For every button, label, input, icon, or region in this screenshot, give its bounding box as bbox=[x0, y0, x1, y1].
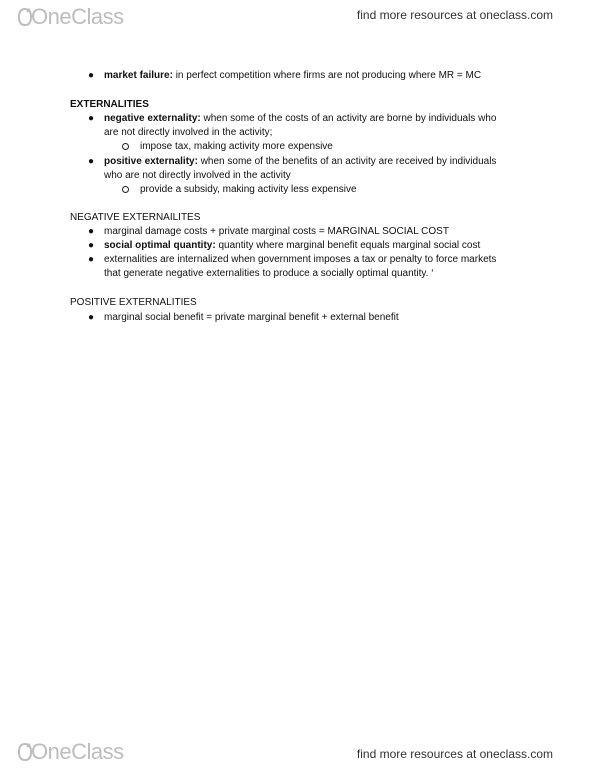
negative-item-1: marginal damage costs + private marginal costs = MARGINAL SOCIAL COST bbox=[104, 226, 449, 237]
oneclass-logo-footer bbox=[18, 739, 124, 765]
negative-item-2 bbox=[104, 239, 480, 253]
logo-text: OneClass bbox=[31, 4, 124, 29]
oneclass-logo bbox=[18, 4, 124, 30]
oneclass-logo-icon bbox=[18, 743, 32, 761]
bullet: ● bbox=[88, 312, 95, 323]
bullet: ● bbox=[88, 113, 95, 124]
market-failure-term: market failure: bbox=[104, 70, 173, 81]
bullet: ● bbox=[88, 254, 95, 265]
bullet: ● bbox=[88, 240, 95, 251]
negative-item-3-line-2: that generate negative externalities to produce a socially optimal quantity. ‘ bbox=[104, 268, 434, 279]
sub-bullet bbox=[122, 186, 129, 193]
negative-externality-item bbox=[104, 112, 496, 126]
market-failure-item bbox=[104, 69, 481, 83]
positive-externality-term: positive externality: bbox=[104, 156, 198, 167]
sub-bullet bbox=[122, 143, 129, 150]
negative-externality-text-1: when some of the costs of an activity are borne by individuals who bbox=[200, 113, 497, 124]
negative-externalities-heading: NEGATIVE EXTERNAILITES bbox=[70, 212, 201, 223]
positive-externality-text-2: who are not directly involved in the activity bbox=[104, 170, 291, 181]
externalities-heading: EXTERNALITIES bbox=[70, 99, 149, 110]
bullet: ● bbox=[88, 156, 95, 167]
bullet: ● bbox=[88, 226, 95, 237]
positive-externality-text-1: when some of the benefits of an activity are received by individuals bbox=[197, 156, 497, 167]
positive-externality-sub: provide a subsidy, making activity less expensive bbox=[140, 184, 357, 195]
negative-externality-sub: impose tax, making activity more expensive bbox=[140, 141, 333, 152]
positive-externality-item bbox=[104, 155, 496, 169]
negative-item-3-line-1: externalities are internalized when government imposes a tax or penalty to force markets bbox=[104, 254, 497, 265]
oneclass-logo-icon bbox=[18, 8, 32, 26]
logo-text: OneClass bbox=[31, 739, 124, 764]
header-tagline[interactable]: find more resources at oneclass.com bbox=[356, 8, 553, 22]
positive-externalities-heading: POSITIVE EXTERNALITIES bbox=[70, 297, 197, 308]
social-optimal-quantity-text: quantity where marginal benefit equals marginal social cost bbox=[215, 240, 481, 251]
footer-tagline[interactable]: find more resources at oneclass.com bbox=[356, 747, 553, 761]
positive-item-1: marginal social benefit = private marginal benefit + external benefit bbox=[104, 312, 399, 323]
negative-externality-text-2: are not directly involved in the activity; bbox=[104, 127, 273, 138]
negative-externality-term: negative externality: bbox=[104, 113, 201, 124]
bullet: ● bbox=[88, 70, 95, 81]
market-failure-text: in perfect competition where firms are not producing where MR = MC bbox=[172, 70, 482, 81]
social-optimal-quantity-term: social optimal quantity: bbox=[104, 240, 216, 251]
